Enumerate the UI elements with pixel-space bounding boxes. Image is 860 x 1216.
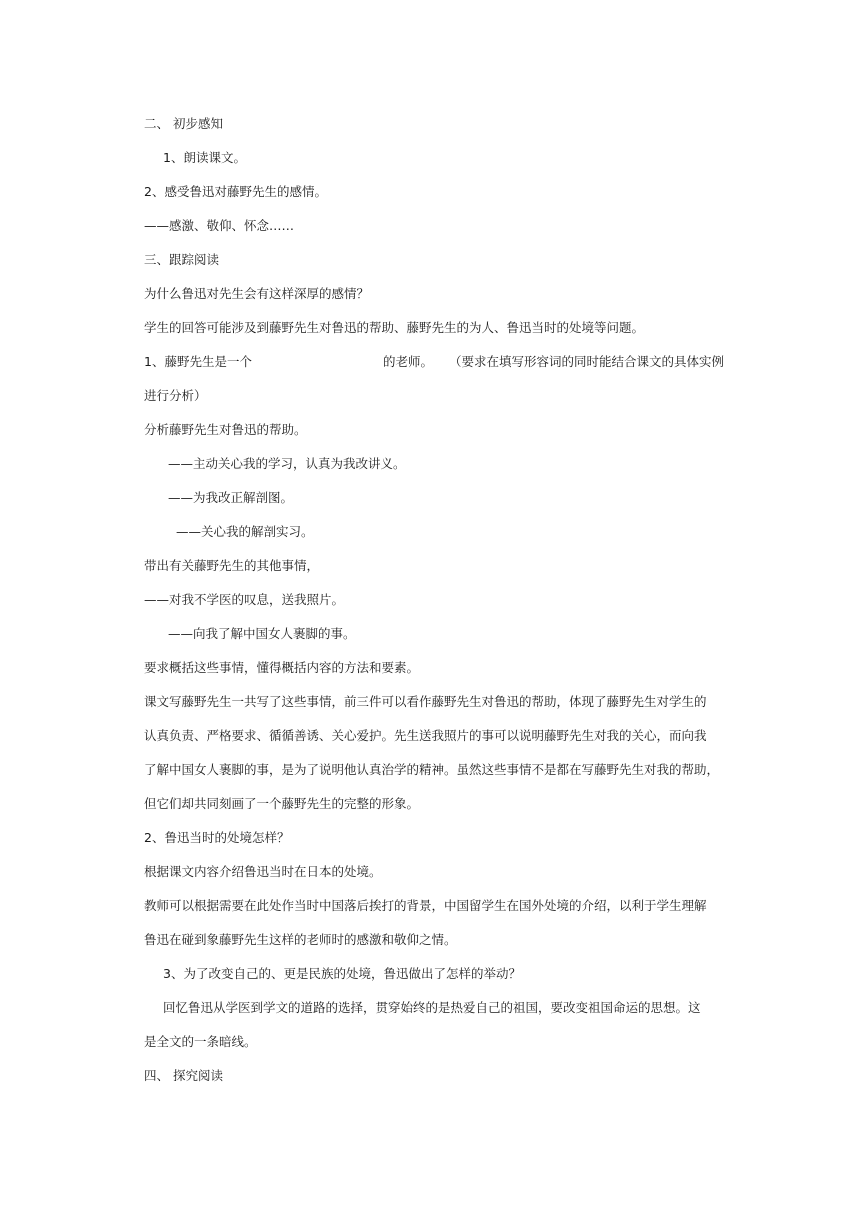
item-read-aloud: 1、朗读课文。 bbox=[163, 150, 246, 165]
fill-blank-note: （要求在填写形容词的同时能结合课文的具体实例 bbox=[449, 354, 725, 369]
question-action: 3、为了改变自己的、更是民族的处境，鲁迅做出了怎样的举动？ bbox=[163, 966, 521, 981]
other-event-1: ——对我不学医的叹息，送我照片。 bbox=[144, 592, 345, 607]
summary-requirement: 要求概括这些事情，懂得概括内容的方法和要素。 bbox=[144, 660, 420, 675]
teacher-note-line-1: 教师可以根据需要在此处作当时中国落后挨打的背景，中国留学生在国外处境的介绍，以利于学生理解 bbox=[144, 898, 707, 913]
section-heading-3: 三、跟踪阅读 bbox=[144, 252, 220, 267]
other-events-heading: 带出有关藤野先生的其他事情， bbox=[144, 558, 320, 573]
fill-blank-start: 1、藤野先生是一个 bbox=[144, 354, 252, 369]
question-why: 为什么鲁迅对先生会有这样深厚的感情？ bbox=[144, 286, 370, 301]
fill-blank-mid: 的老师。 bbox=[383, 354, 434, 369]
help-item-1: ——主动关心我的学习，认真为我改讲义。 bbox=[168, 456, 406, 471]
section-heading-2: 二、 初步感知 bbox=[144, 116, 223, 131]
recall-line-2: 是全文的一条暗线。 bbox=[144, 1034, 257, 1049]
fill-blank-continuation: 进行分析） bbox=[144, 388, 207, 403]
fill-blank-line bbox=[144, 354, 725, 370]
question-situation: 2、鲁迅当时的处境怎样？ bbox=[144, 830, 290, 845]
emotion-answer: ——感激、敬仰、怀念…… bbox=[144, 218, 295, 233]
item-feel-emotion: 2、感受鲁迅对藤野先生的感情。 bbox=[144, 184, 327, 199]
paragraph-line-3: 了解中国女人裹脚的事，是为了说明他认真治学的精神。虽然这些事情不是都在写藤野先生对我的帮助， bbox=[144, 762, 720, 777]
paragraph-line-4: 但它们却共同刻画了一个藤野先生的完整的形象。 bbox=[144, 796, 420, 811]
analysis-heading: 分析藤野先生对鲁迅的帮助。 bbox=[144, 422, 307, 437]
teacher-note-line-2: 鲁迅在碰到象藤野先生这样的老师时的感激和敬仰之情。 bbox=[144, 932, 457, 947]
paragraph-line-1: 课文写藤野先生一共写了这些事情，前三件可以看作藤野先生对鲁迅的帮助，体现了藤野先生对学生的 bbox=[144, 694, 707, 709]
section-heading-4: 四、 探究阅读 bbox=[144, 1068, 223, 1083]
help-item-2: ——为我改正解剖图。 bbox=[168, 490, 294, 505]
help-item-3: ——关心我的解剖实习。 bbox=[176, 524, 314, 539]
other-event-2: ——向我了解中国女人裹脚的事。 bbox=[168, 626, 356, 641]
recall-line-1: 回忆鲁迅从学医到学文的道路的选择，贯穿始终的是热爱自己的祖国，要改变祖国命运的思想。这 bbox=[163, 1000, 701, 1015]
situation-instruction: 根据课文内容介绍鲁迅当时在日本的处境。 bbox=[144, 864, 382, 879]
student-answer-note: 学生的回答可能涉及到藤野先生对鲁迅的帮助、藤野先生的为人、鲁迅当时的处境等问题。 bbox=[144, 320, 645, 335]
paragraph-line-2: 认真负责、严格要求、循循善诱、关心爱护。先生送我照片的事可以说明藤野先生对我的关心，而向我 bbox=[144, 728, 707, 743]
